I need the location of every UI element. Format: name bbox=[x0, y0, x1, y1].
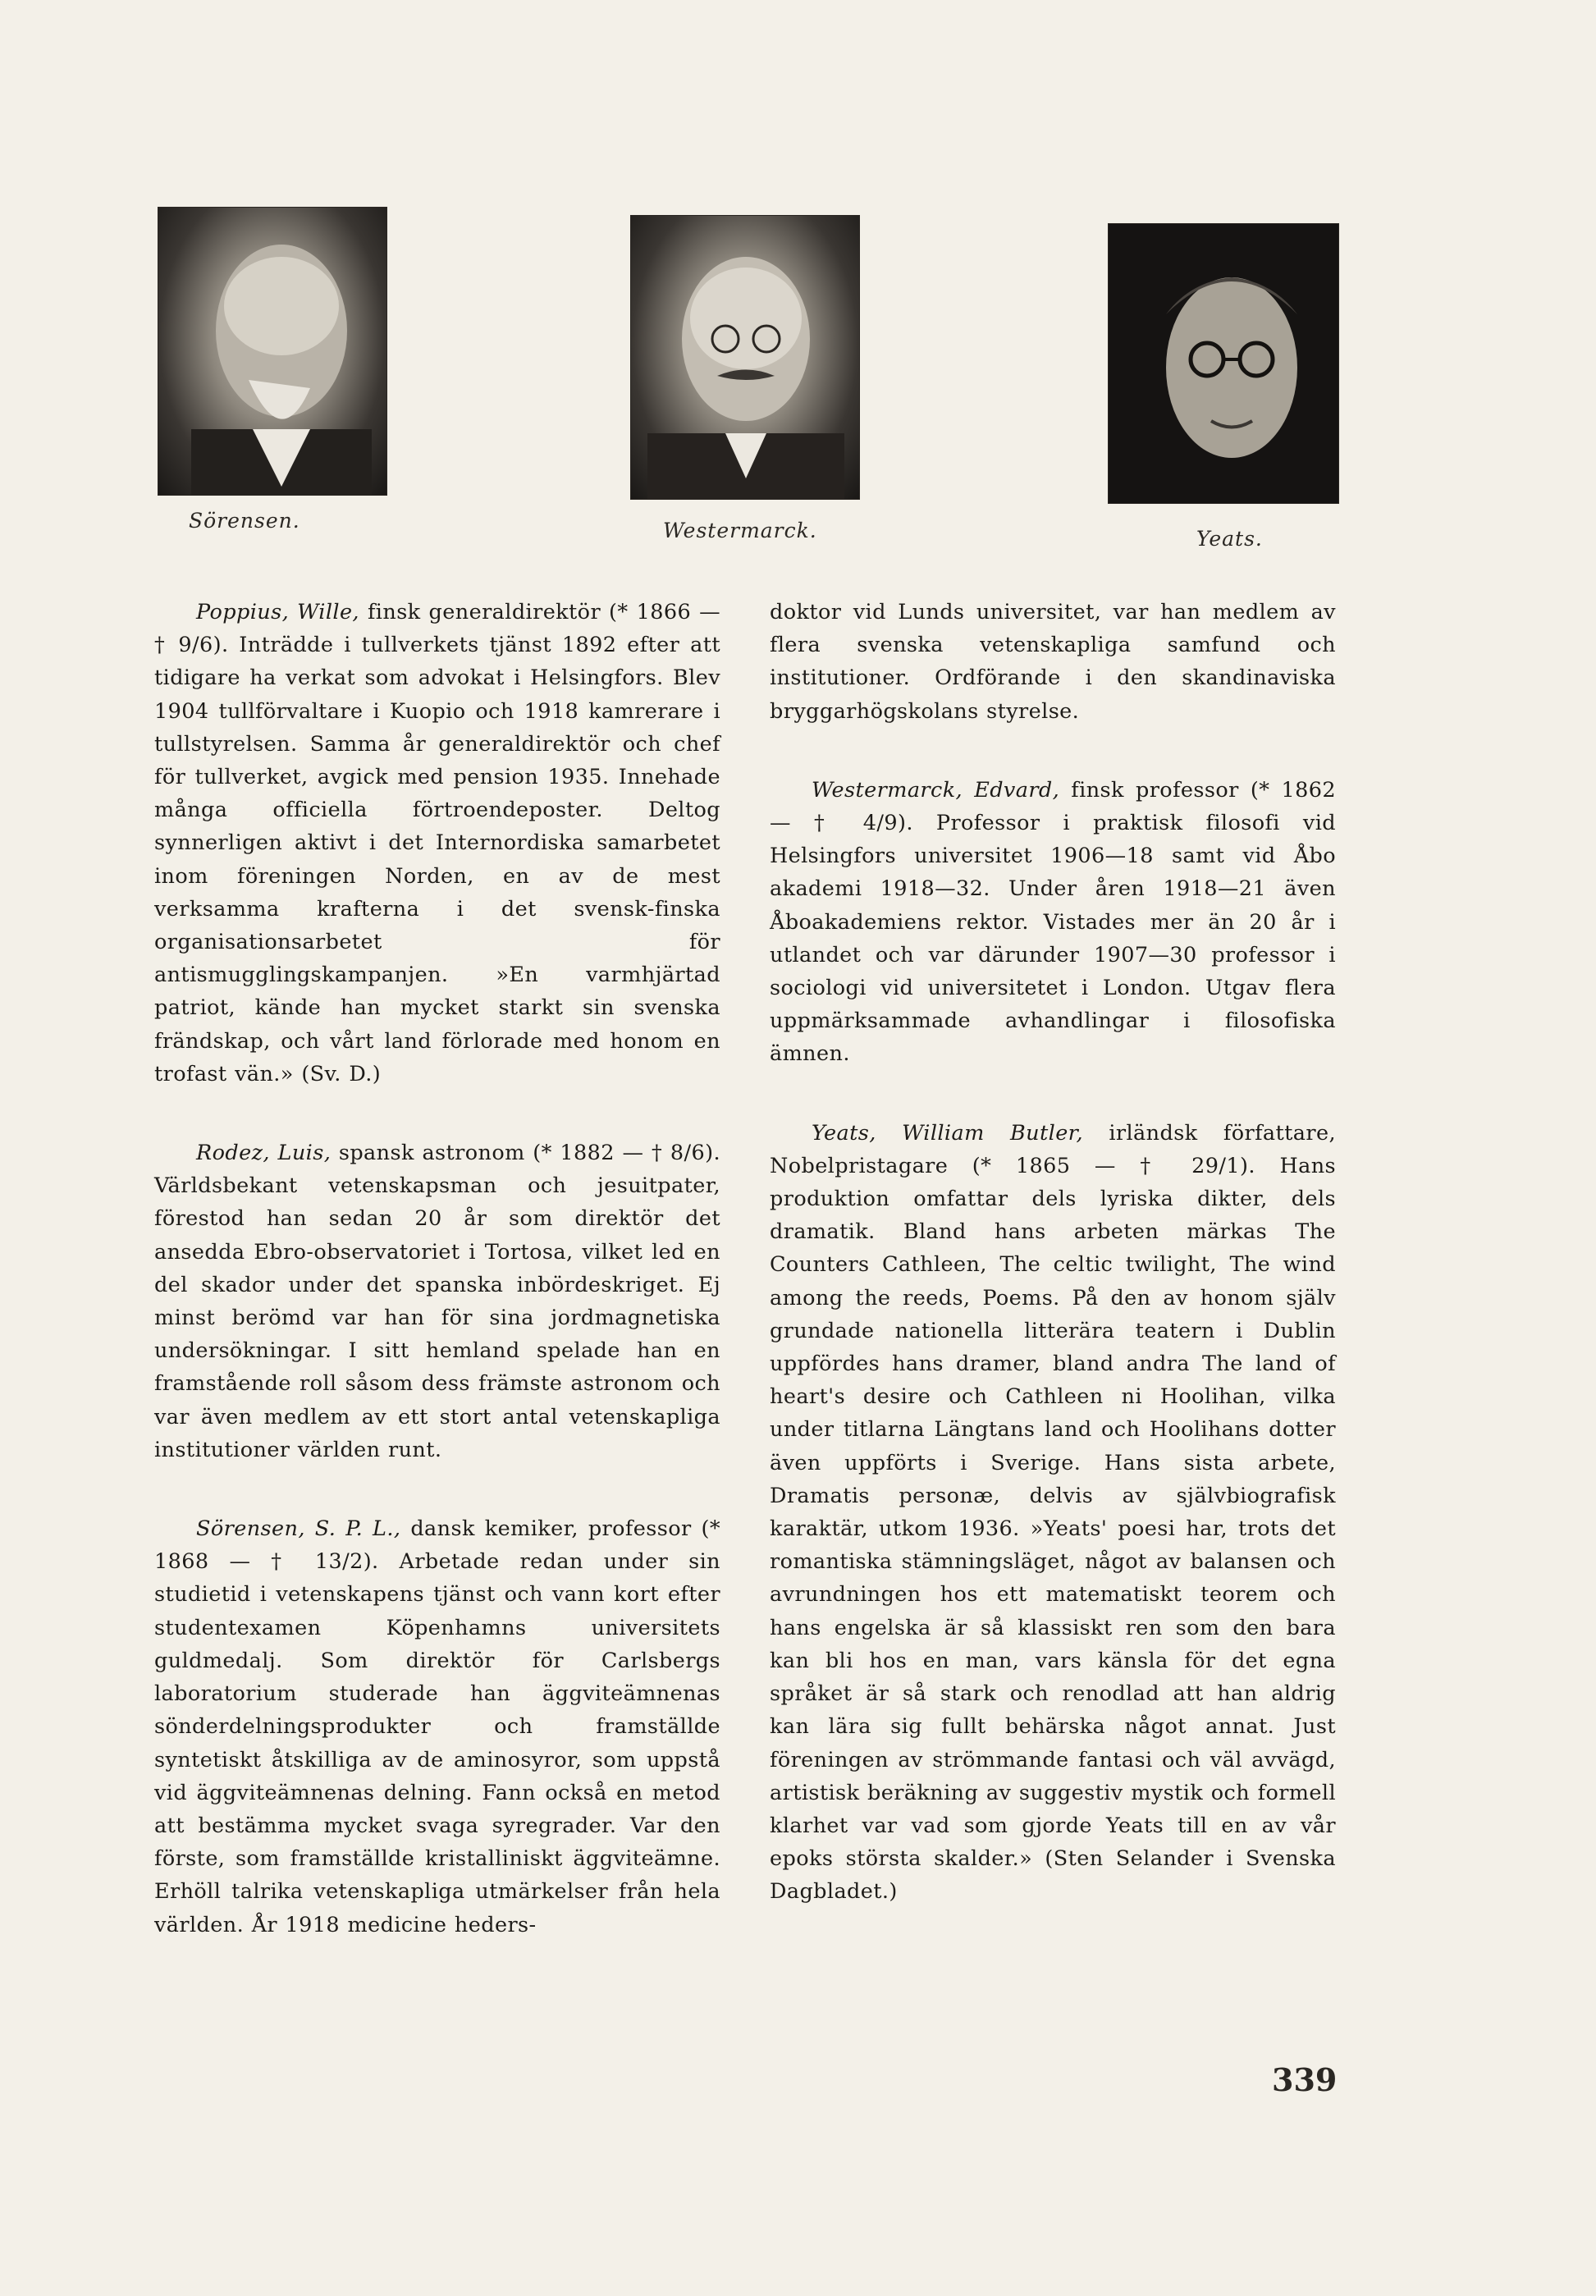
entry-yeats bbox=[770, 1117, 1336, 1909]
entry-text: finsk professor (* 1862 — † 4/9). Professor i praktisk filosofi vid Helsingfors universitet 1906—18 samt vid Åbo akademi 1918—32. Under åren 1918—21 även Åboakademiens rektor. Vistades mer än 20 år i utlandet och var därunder 1907—30 professor i sociologi vid universitetet i London. Utgav flera uppmärksammade avhandlingar i filosofiska ämnen. bbox=[770, 777, 1336, 1067]
portrait-sorensen-image bbox=[158, 208, 386, 495]
entry-name: Poppius, Wille, bbox=[196, 600, 359, 624]
entry-poppius bbox=[154, 596, 720, 1091]
entry-text: irländsk författare, Nobelpristagare (* 1865 — † 29/1). Hans produktion omfattar dels lyriska dikter, dels dramatik. Bland hans arbeten märkas The Counters Cathleen, The celtic twilight, The wind among the reeds, Poems. På den av honom själv grundade nationella litterära teatern i Dublin uppfördes hans dramer, bland andra The land of heart's desire och Cathleen ni Hoolihan, vilka under titlarna Längtans land och Hoolihans dotter även uppförts i Sverige. Hans sista arbete, Dramatis personæ, delvis av självbiografisk karaktär, utkom 1936. »Yeats' poesi har, trots det romantiska stämningsläget, något av balansen och avrundningen hos ett matematiskt teorem och hans engelska är så klassiskt ren som den bara kan bli hos en man, vars känsla för det egna språket är så stark och renodlad att han aldrig kan lära sig fullt behärska något annat. Just föreningen av strömmande fantasi och väl avvägd, artistisk beräkning av suggestiv mystik och formell klarhet var vad som gjorde Yeats till en av vår epoks största skalder.» (Sten Selander i Svenska Dagbladet.) bbox=[770, 1120, 1336, 1905]
caption-sorensen: Sörensen. bbox=[189, 509, 300, 533]
portrait-yeats-image bbox=[1109, 224, 1338, 503]
entry-name: Yeats, William Butler, bbox=[812, 1120, 1083, 1146]
portrait-westermarck-image bbox=[631, 216, 859, 499]
entry-sorensen-continued: doktor vid Lunds universitet, var han medlem av flera svenska vetenskapliga samfund och institutioner. Ordförande i den skandinaviska bryggarhögskolans styrelse. bbox=[770, 600, 1336, 724]
entry-name: Sörensen, S. P. L., bbox=[196, 1516, 401, 1542]
caption-yeats: Yeats. bbox=[1196, 527, 1263, 551]
entry-westermarck bbox=[770, 774, 1336, 1071]
page-number: 339 bbox=[1272, 2061, 1338, 2098]
portrait-sorensen bbox=[158, 207, 387, 496]
entry-text: dansk kemiker, professor (* 1868 — † 13/2). Arbetade redan under sin studietid i vetenskapens tjänst och vann kort efter studentexamen Köpenhamns universitets guldmedalj. Som direktör för Carlsbergs laboratorium studerade han äggviteämnenas sönderdelningsprodukter och framställde syntetiskt åtskilliga av de aminosyror, som uppstå vid äggviteämnenas delning. Fann också en metod att bestämma mycket svaga syregrader. Var den förste, som framställde kristalliniskt äggviteämne. Erhöll talrika vetenskapliga utmärkelser från hela världen. År 1918 medicine heders- bbox=[154, 1516, 720, 1937]
caption-westermarck: Westermarck. bbox=[663, 519, 817, 542]
right-column bbox=[770, 596, 1336, 1909]
portrait-westermarck bbox=[630, 215, 860, 500]
entry-name: Rodez, Luis, bbox=[196, 1141, 332, 1166]
portrait-yeats bbox=[1108, 223, 1339, 504]
entry-sorensen bbox=[154, 1512, 720, 1942]
entry-name: Westermarck, Edvard, bbox=[812, 777, 1060, 803]
entry-rodez bbox=[154, 1137, 720, 1466]
left-column bbox=[154, 596, 720, 1942]
entry-text: spansk astronom (* 1882 — † 8/6). Världsbekant vetenskapsman och jesuitpater, förestod han sedan 20 år som direktör det ansedda Ebro-observatoriet i Tortosa, vilket led en del skador under det spanska inbördeskriget. Ej minst berömd var han för sina jordmagnetiska undersökningar. I sitt hemland spelade han en framstående roll såsom dess främste astronom och var även medlem av ett stort antal vetenskapliga institutioner världen runt. bbox=[154, 1141, 720, 1462]
entry-text: finsk generaldirektör (* 1866 — † 9/6). Inträdde i tullverkets tjänst 1892 efter att tidigare ha verkat som advokat i Helsingfors. Blev 1904 tullförvaltare i Kuopio och 1918 kamrerare i tullstyrelsen. Samma år generaldirektör och chef för tullverket, avgick med pension 1935. Innehade många officiella förtroendeposter. Deltog synnerligen aktivt i det Internordiska samarbetet inom föreningen Norden, en av de mest verksamma krafterna i det svensk-finska organisationsarbetet för antismugglingskampanjen. »En varmhjärtad patriot, kände han mycket starkt sin svenska frändskap, och vårt land förlorade med honom en trofast vän.» (Sv. D.) bbox=[154, 600, 720, 1086]
